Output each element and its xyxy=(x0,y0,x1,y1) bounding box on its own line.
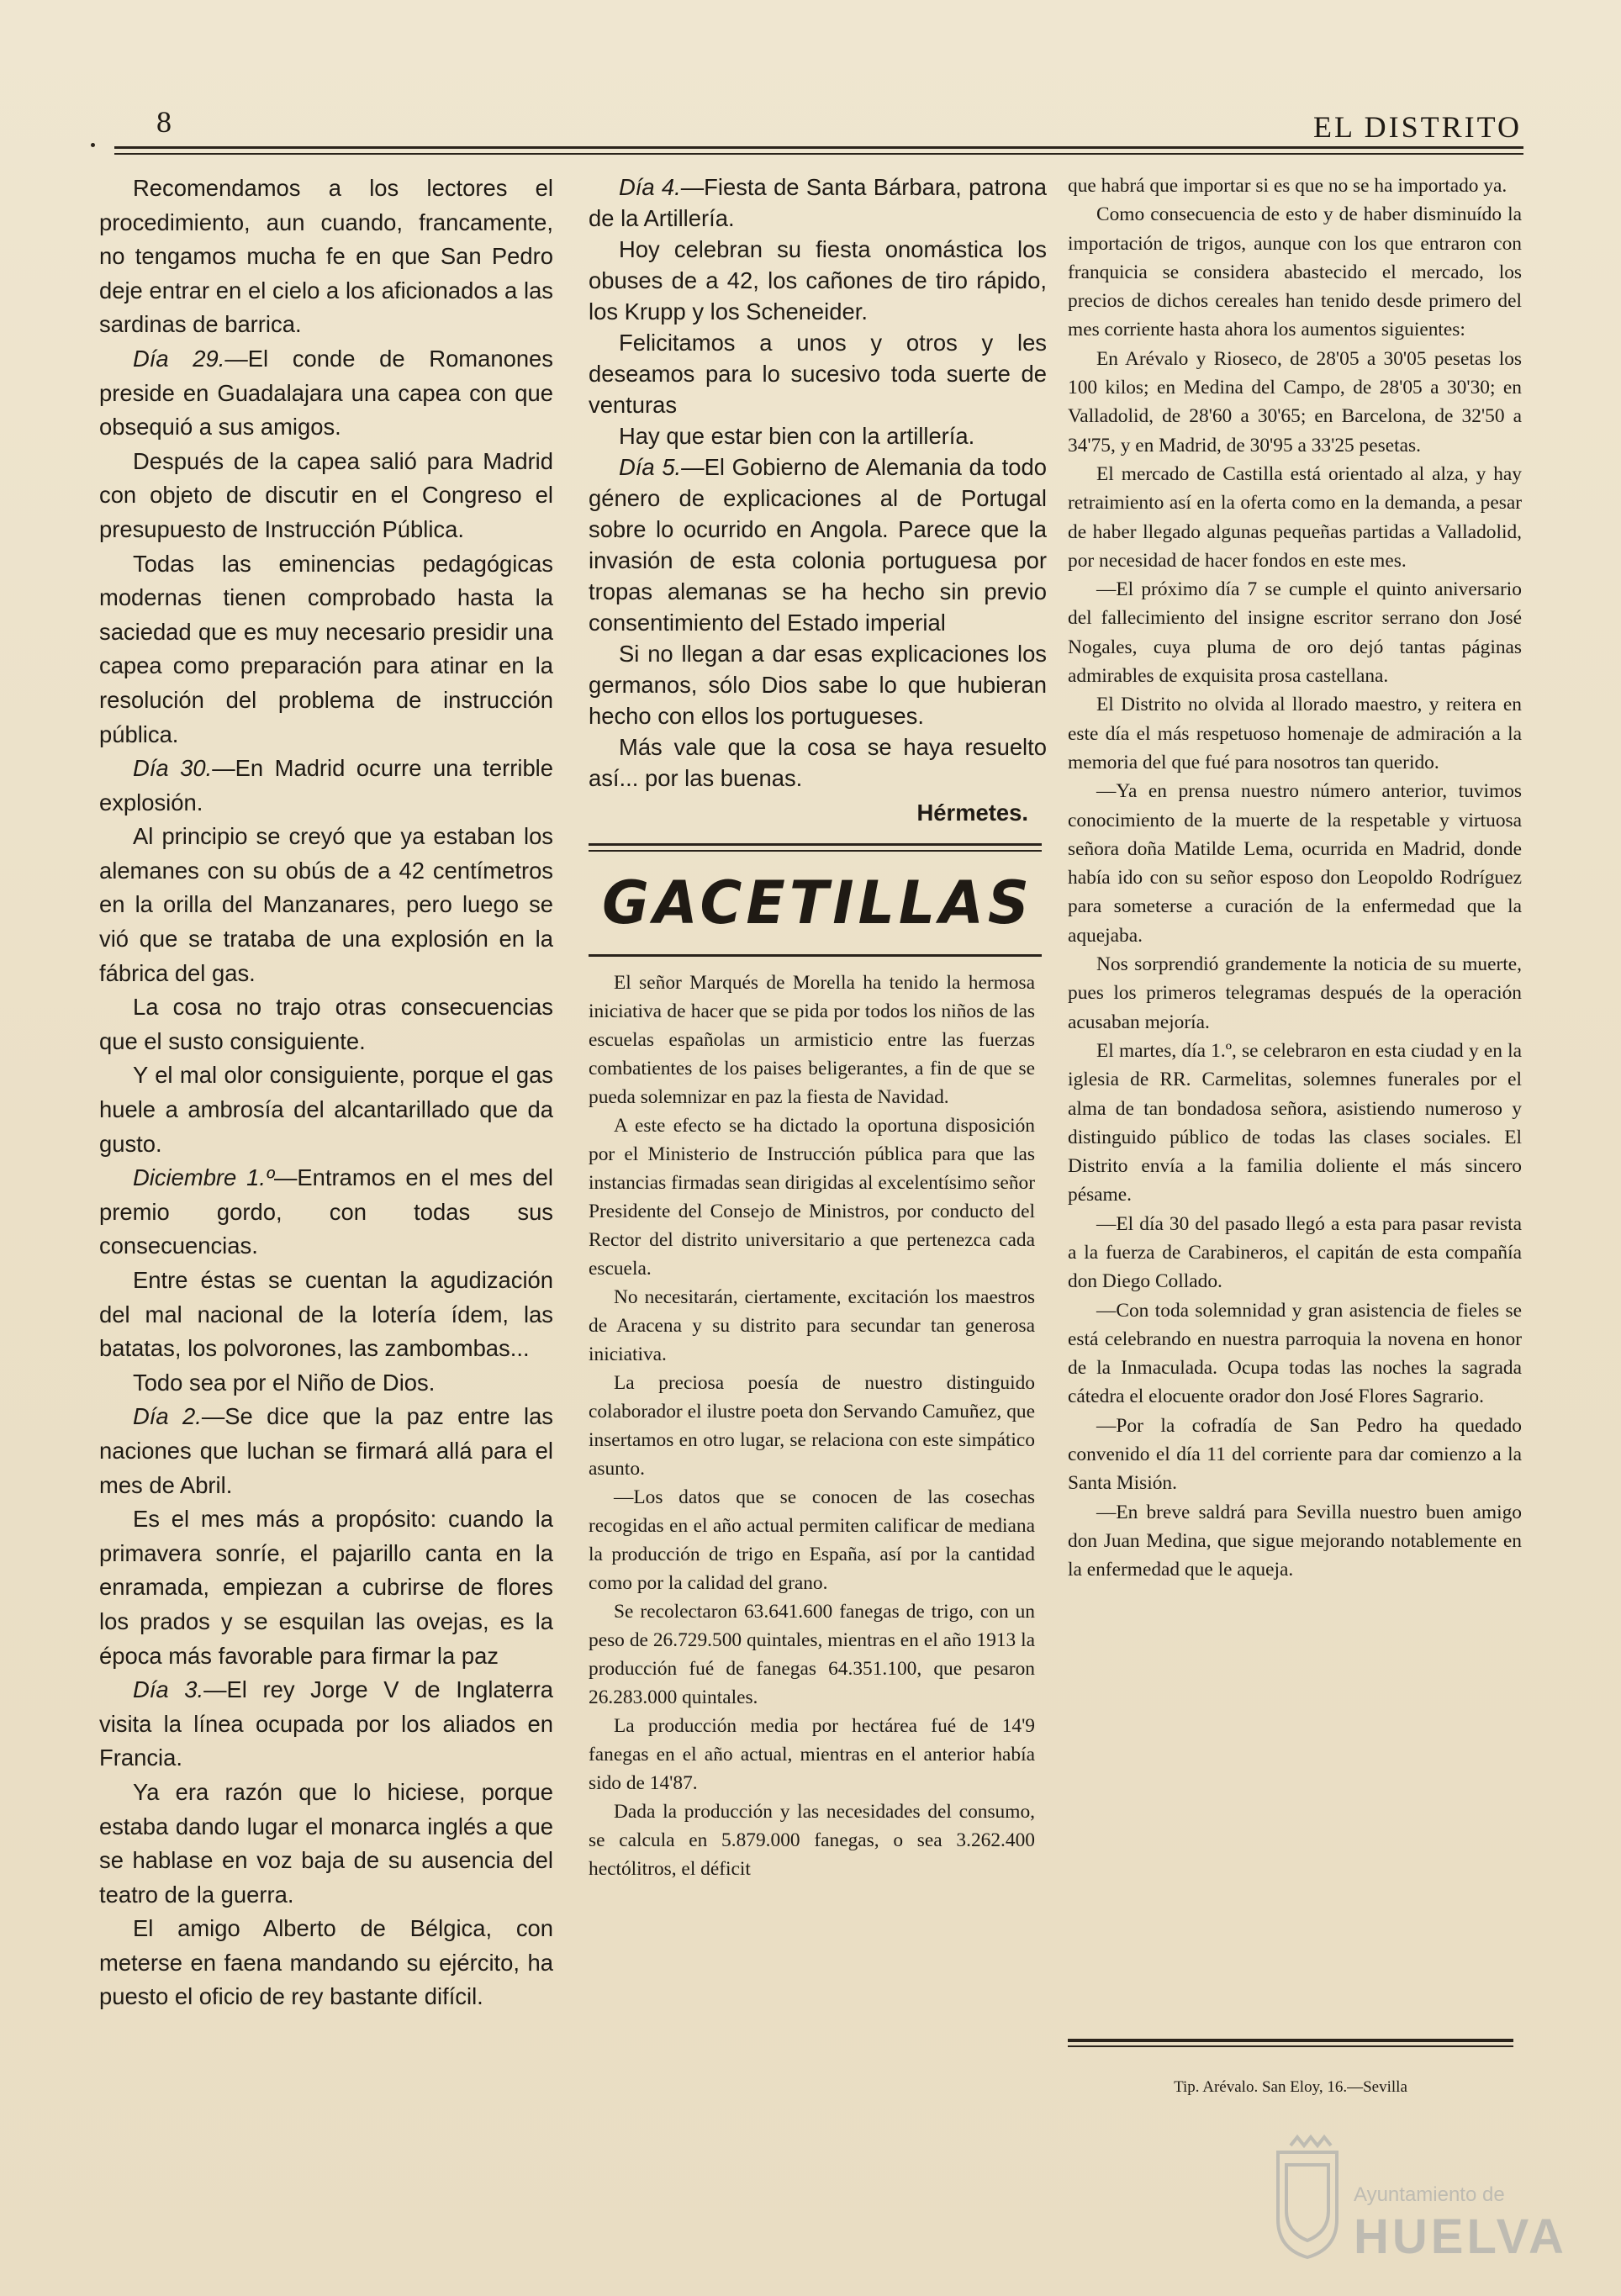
col1-paragraph xyxy=(99,1161,553,1264)
header-rule-bottom xyxy=(114,153,1523,155)
col1-paragraph xyxy=(99,752,553,820)
page-header xyxy=(99,104,1522,145)
col2-paragraph xyxy=(589,327,1047,420)
gacetilla-paragraph: Se recolectaron 63.641.600 fanegas de trigo, con un peso de 26.729.500 quintales, mientras en el año 1913 la producción fué de fanegas 64.351.100, que pesaron 26.283.000 quintales. xyxy=(589,1601,1035,1708)
date-label: Día 29. xyxy=(133,345,225,372)
col1-paragraph xyxy=(99,1776,553,1912)
city-seal-icon xyxy=(1261,2127,1567,2287)
section-title: GACETILLAS xyxy=(602,868,1033,938)
col2-paragraph xyxy=(589,731,1047,794)
news-paragraph: —Ya en prensa nuestro número anterior, tuvimos conocimiento de la muerte de la respetable y virtuosa señora doña Matilde Lema, ocurrida en Madrid, donde había ido con su señor esposo don Leopoldo Rodríguez para someterse a curación de la enfermedad que la aquejaba. xyxy=(1068,780,1522,947)
news-paragraph: Como consecuencia de esto y de haber disminuído la importación de trigos, aunque con los que entraron con franquicia se considera abastecido el mercado, los precios de dichos cereales han tenido desde primero del mes corriente hasta ahora los aumentos siguientes: xyxy=(1068,203,1522,341)
col1-paragraph xyxy=(99,1366,553,1401)
news-paragraph: Nos sorprendió grandemente la noticia de su muerte, pues los primeros telegramas después de la operación acusaban mejoría. xyxy=(1068,953,1522,1033)
col1-paragraph xyxy=(99,547,553,752)
date-label: Diciembre 1.º xyxy=(133,1164,274,1191)
author-signature: Hérmetes. xyxy=(916,800,1028,826)
date-label: Día 2. xyxy=(133,1403,202,1430)
masthead: EL DISTRITO xyxy=(1313,110,1522,144)
paragraph-text: —Fiesta de Santa Bárbara, patrona de la Artillería. xyxy=(589,174,1048,231)
news-paragraph: El martes, día 1.º, se celebraron en esta ciudad y en la iglesia de RR. Carmelitas, solemnes funerales por el alma de tan bondadosa señora, asistiendo numeroso y distinguido público de todas las clases sociales. El Distrito envía a la familia doliente el más sincero pésame. xyxy=(1068,1039,1522,1206)
col1-paragraph xyxy=(99,1264,553,1366)
paragraph-text: Si no llegan a dar esas explicaciones los germanos, sólo Dios sabe lo que hubieran hecho con ellos los portugueses. xyxy=(589,641,1047,729)
gacetilla-paragraph: La preciosa poesía de nuestro distinguido colaborador el ilustre poeta don Servando Camuñez, que insertamos en otro lugar, se relaciona con este simpático asunto. xyxy=(589,1372,1035,1480)
header-rule-top xyxy=(114,146,1523,149)
col1-paragraph xyxy=(99,172,553,342)
page-number: 8 xyxy=(156,105,172,139)
printer-imprint: Tip. Arévalo. San Eloy, 16.—Sevilla xyxy=(1174,2078,1407,2096)
col1-paragraph xyxy=(99,990,553,1058)
paragraph-text: —Se dice que la paz entre las naciones que luchan se firmará allá para el mes de Abril. xyxy=(99,1403,554,1498)
gacetillas-body xyxy=(589,969,1047,1883)
date-label: Día 3. xyxy=(133,1676,204,1703)
paragraph-text: El amigo Alberto de Bélgica, con meterse en faena mandando su ejército, ha puesto el oficio de rey bastante difícil. xyxy=(99,1915,553,2010)
watermark-seal xyxy=(1261,2127,1567,2287)
col2-paragraph xyxy=(589,234,1047,327)
paragraph-text: Hay que estar bien con la artillería. xyxy=(619,423,975,449)
news-paragraph: En Arévalo y Rioseco, de 28'05 a 30'05 pesetas los 100 kilos; en Medina del Campo, de 28'05 a 30'30; en Valladolid, de 28'60 a 30'65; en Barcelona, de 32'50 a 34'75, y en Madrid, de 30'95 a 33'25 pesetas. xyxy=(1068,347,1522,457)
date-label: Día 30. xyxy=(133,755,213,782)
news-paragraph: —En breve saldrá para Sevilla nuestro buen amigo don Juan Medina, que sigue mejorando notablemente en la enfermedad que le aqueja. xyxy=(1068,1501,1522,1581)
gacetilla-paragraph: El señor Marqués de Morella ha tenido la hermosa iniciativa de hacer que se pida por todos los niños de las escuelas españolas un armisticio entre las fuerzas combatientes de los paises beligerantes, a fin de que se pueda solemnizar en paz la fiesta de Navidad. xyxy=(589,972,1035,1108)
watermark-line1: Ayuntamiento de xyxy=(1354,2183,1505,2206)
section-rule-top xyxy=(589,843,1042,846)
paragraph-text: —El conde de Romanones preside en Guadalajara una capea con que obsequió a sus amigos. xyxy=(99,345,553,441)
date-label: Día 5. xyxy=(619,454,682,480)
news-paragraph: —El próximo día 7 se cumple el quinto aniversario del fallecimiento del insigne escritor serrano don José Nogales, cuya pluma de oro dejó tantas páginas admirables de exquisita prosa castellana. xyxy=(1068,578,1522,688)
col1-paragraph xyxy=(99,342,553,445)
paragraph-text: Es el mes más a propósito: cuando la primavera sonríe, el pajarillo canta en la enramada, empiezan a cubrirse de flores los prados y se esquilan las ovejas, es la época más favorable para firmar la paz xyxy=(99,1506,553,1669)
paragraph-text: Y el mal olor consiguiente, porque el gas huele a ambrosía del alcantarillado que da gusto. xyxy=(99,1062,553,1157)
news-items xyxy=(1068,200,1522,1584)
watermark-line2: HUELVA xyxy=(1354,2209,1567,2264)
date-label: Día 4. xyxy=(619,174,681,200)
paragraph-text: La cosa no trajo otras consecuencias que el susto consiguiente. xyxy=(99,994,553,1054)
paragraph-text: —En Madrid ocurre una terrible explosión. xyxy=(99,755,554,815)
paragraph-text: Entre éstas se cuentan la agudización del mal nacional de la lotería ídem, las batatas, los polvorones, las zambombas... xyxy=(99,1267,553,1362)
paragraph-text: Hoy celebran su fiesta onomástica los obuses de a 42, los cañones de tiro rápido, los Krupp y los Scheneider. xyxy=(589,236,1047,325)
paragraph-text: Después de la capea salió para Madrid con objeto de discutir en el Congreso el presupuesto de Instrucción Pública. xyxy=(99,447,553,542)
chronicle-continuation xyxy=(589,172,1047,794)
news-paragraph: El mercado de Castilla está orientado al alza, y hay retraimiento así en la oferta como en la demanda, a pesar de haber llegado algunas pequeñas partidas a Valladolid, por necesidad de hacer fondos en este mes. xyxy=(1068,462,1522,572)
paragraph-text: Más vale que la cosa se haya resuelto así... por las buenas. xyxy=(589,734,1047,791)
continuation-paragraph: que habrá que importar si es que no se ha importado ya. xyxy=(1068,175,1507,197)
paragraph-text: Todas las eminencias pedagógicas modernas tienen comprobado hasta la saciedad que es muy necesario presidir una capea como preparación para atinar en la resolución del problema de instrucción pública. xyxy=(99,550,553,747)
paragraph-text: Todo sea por el Niño de Dios. xyxy=(133,1369,436,1396)
gacetilla-paragraph: A este efecto se ha dictado la oportuna disposición por el Ministerio de Instrucción pública para que las instancias firmadas sean dirigidas al excelentísimo señor Presidente del Consejo de Ministros, por conducto del Rector del distrito universitario a que pertenezca cada escuela. xyxy=(589,1115,1035,1280)
news-paragraph: —El día 30 del pasado llegó a esta para pasar revista a la fuerza de Carabineros, el capitán de esta compañía don Diego Collado. xyxy=(1068,1212,1522,1293)
col2-paragraph xyxy=(589,172,1047,234)
gacetilla-paragraph: La producción media por hectárea fué de 14'9 fanegas en el año actual, mientras en el anterior había sido de 14'87. xyxy=(589,1715,1035,1794)
col1-paragraph xyxy=(99,1502,553,1673)
paragraph-text: Felicitamos a unos y otros y les deseamos para lo sucesivo toda suerte de venturas xyxy=(589,330,1047,418)
footer-rule-thick xyxy=(1068,2039,1513,2042)
paragraph-text: Ya era razón que lo hiciese, porque estaba dando lugar el monarca inglés a que se hablase en voz baja de su ausencia del teatro de la guerra. xyxy=(99,1778,553,1908)
section-rule-bottom xyxy=(589,954,1042,957)
col1-paragraph xyxy=(99,1912,553,2014)
col2-paragraph xyxy=(589,451,1047,638)
col2-paragraph xyxy=(589,638,1047,731)
ink-dot xyxy=(91,143,95,147)
gacetilla-paragraph: —Los datos que se conocen de las cosechas recogidas en el año actual permiten calificar de mediana la producción de trigo en España, así por la cantidad como por la calidad del grano. xyxy=(589,1486,1035,1594)
col1-paragraph xyxy=(99,820,553,990)
column-left xyxy=(99,172,553,2156)
column-right xyxy=(1068,172,1522,2139)
paragraph-text: —Entramos en el mes del premio gordo, con todas sus consecuencias. xyxy=(99,1164,553,1259)
paragraph-text: —El rey Jorge V de Inglaterra visita la línea ocupada por los aliados en Francia. xyxy=(99,1676,553,1771)
footer-rule-thin xyxy=(1068,2045,1513,2047)
col1-paragraph xyxy=(99,1400,553,1502)
col2-paragraph xyxy=(589,420,1047,451)
paragraph-text: Recomendamos a los lectores el procedimiento, aun cuando, francamente, no tengamos mucha fe en que San Pedro deje entrar en el cielo a los aficionados a las sardinas de barrica. xyxy=(99,175,553,338)
paragraph-text: —El Gobierno de Alemania da todo género de explicaciones al de Portugal sobre lo ocurrido en Angola. Parece que la invasión de esta colonia portuguesa por tropas alemanas se ha hecho sin previo consentimiento del Estado imperial xyxy=(589,454,1047,636)
news-paragraph: —Por la cofradía de San Pedro ha quedado convenido el día 11 del corriente para dar comienzo a la Santa Misión. xyxy=(1068,1414,1522,1495)
news-paragraph: El Distrito no olvida al llorado maestro, y reitera en este día el más respetuoso homenaje de admiración a la memoria del que fué para nosotros tan querido. xyxy=(1068,694,1522,773)
section-rule-top-thin xyxy=(589,850,1042,852)
column-middle xyxy=(589,172,1047,2156)
col1-paragraph xyxy=(99,1673,553,1776)
gacetilla-paragraph: No necesitarán, ciertamente, excitación los maestros de Aracena y su distrito para secundar tan generosa iniciativa. xyxy=(589,1286,1035,1365)
gacetilla-paragraph: Dada la producción y las necesidades del consumo, se calcula en 5.879.000 fanegas, o sea 3.262.400 hectólitros, el déficit xyxy=(589,1801,1035,1880)
col1-paragraph xyxy=(99,445,553,547)
news-paragraph: —Con toda solemnidad y gran asistencia de fieles se está celebrando en nuestra parroquia la novena en honor de la Inmaculada. Ocupa todas las noches la sagrada cátedra el elocuente orador don José Flores Sagrario. xyxy=(1068,1299,1522,1408)
col1-paragraph xyxy=(99,1058,553,1161)
paragraph-text: Al principio se creyó que ya estaban los alemanes con su obús de a 42 centímetros en la orilla del Manzanares, pero luego se vió que se trataba de una explosión en la fábrica del gas. xyxy=(99,823,553,986)
